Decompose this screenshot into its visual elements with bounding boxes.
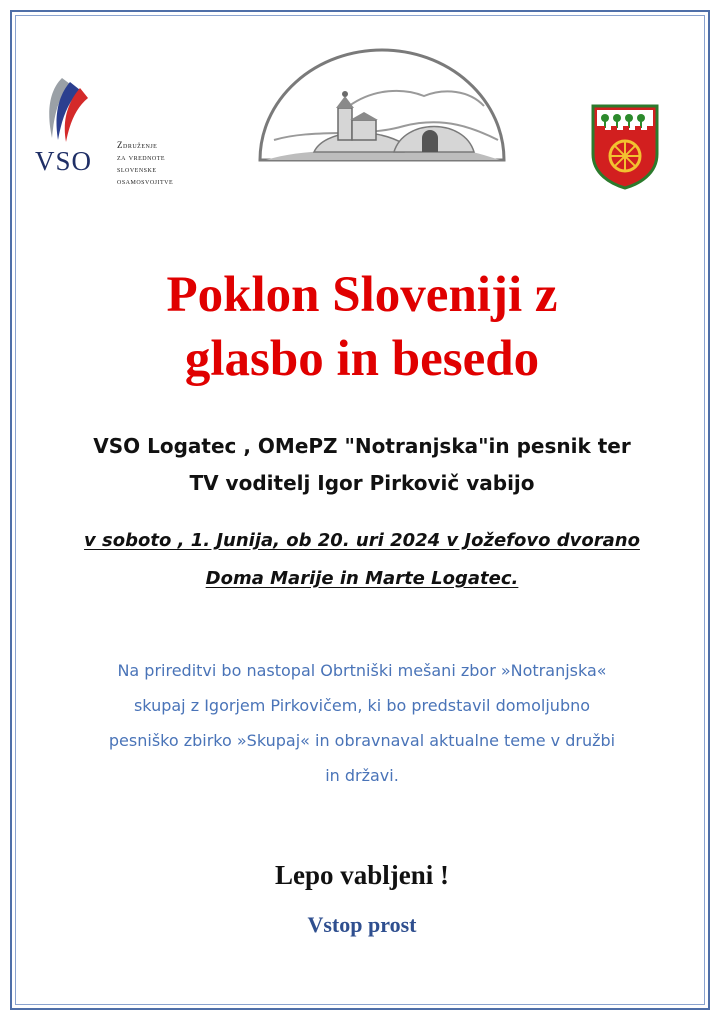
vso-logo	[30, 76, 210, 196]
vso-name-line: osamosvojitve	[117, 176, 174, 186]
description-line: pesniško zbirko »Skupaj« in obravnaval aktualne teme v družbi	[108, 731, 616, 750]
event-description	[50, 653, 674, 793]
vso-abbr: VSO	[35, 146, 93, 176]
choir-logo-icon	[254, 48, 510, 164]
coat-of-arms-icon	[591, 104, 659, 190]
description-line: in državi.	[325, 766, 399, 785]
title-line: glasbo in besedo	[184, 331, 540, 387]
description-line: skupaj z Igorjem Pirkovičem, ki bo predstavil domoljubno	[133, 696, 591, 715]
vso-flag-icon	[40, 76, 90, 142]
organizers-line: TV voditelj Igor Pirkovič vabijo	[189, 471, 535, 495]
organizers	[40, 428, 684, 502]
event-line: v soboto , 1. Junija, ob 20. uri 2024 v Jožefovo dvorano	[84, 530, 640, 551]
vso-full-name	[117, 139, 217, 187]
event-line: Doma Marije in Marte Logatec.	[205, 568, 519, 589]
invitation-text: Lepo vabljeni !	[274, 860, 449, 890]
vso-name-line: Združenje	[117, 140, 158, 150]
title-line: Poklon Sloveniji z	[166, 267, 558, 323]
event-date-venue	[30, 522, 694, 598]
description-line: Na prireditvi bo nastopal Obrtniški mešani zbor »Notranjska«	[117, 661, 607, 680]
vso-name-line: za vrednote	[117, 152, 166, 162]
vso-name-line: slovenske	[117, 164, 157, 174]
entry-note: Vstop prost	[307, 912, 417, 937]
event-title	[40, 263, 684, 391]
organizers-line: VSO Logatec , OMePZ "Notranjska"in pesnik ter	[93, 434, 631, 458]
